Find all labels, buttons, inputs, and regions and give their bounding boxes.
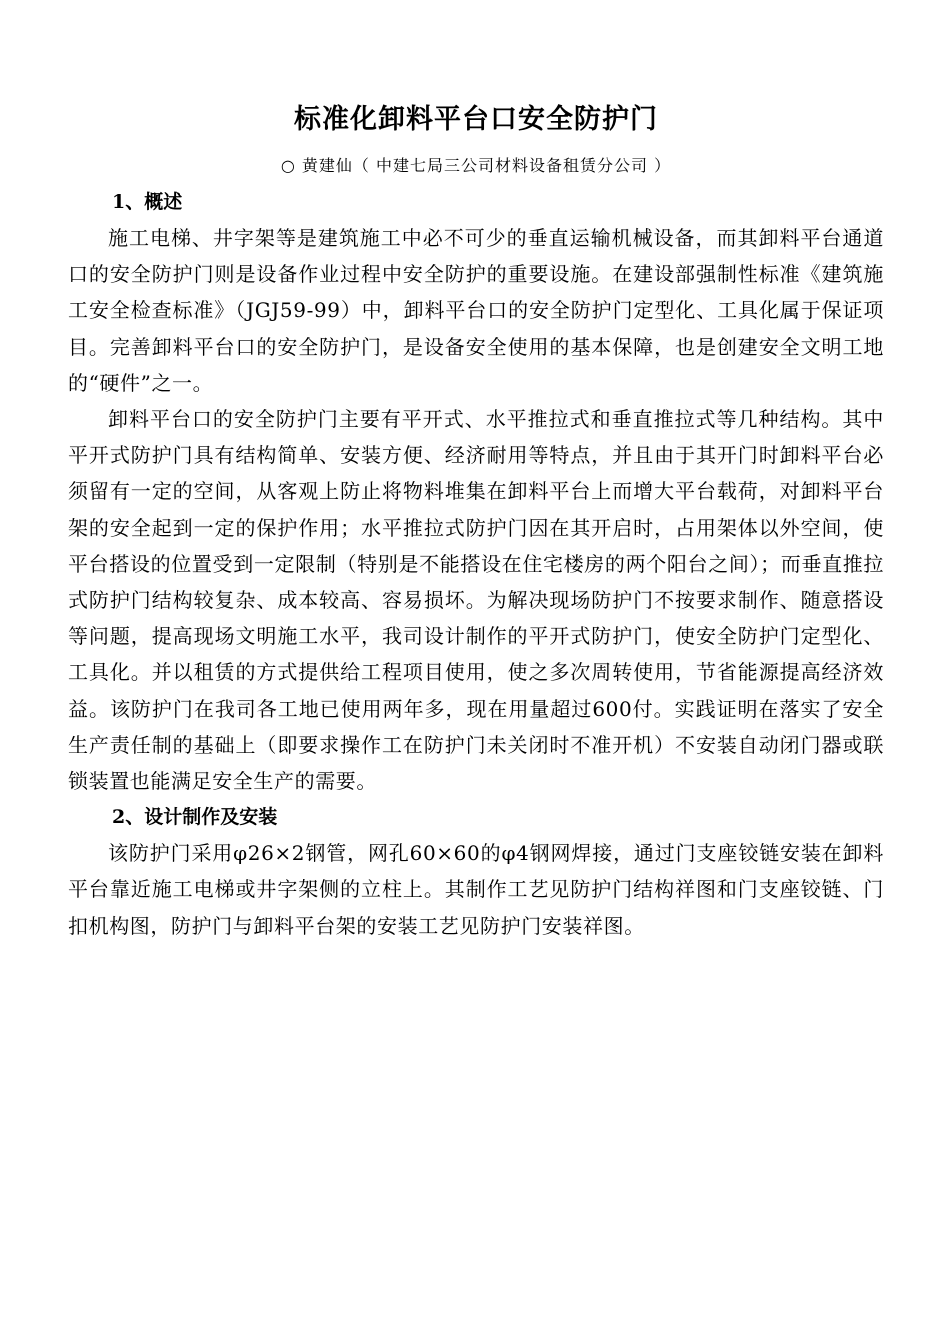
- document-title: 标准化卸料平台口安全防护门: [294, 104, 658, 135]
- paragraph: 施工电梯、井字架等是建筑施工中必不可少的垂直运输机械设备，而其卸料平台通道口的安全防护门则是设备作业过程中安全防护的重要设施。在建设部强制性标准《建筑施工安全检查标准》（JGJ59-99）中，卸料平台口的安全防护门定型化、工具化属于保证项目。完善卸料平台口的安全防护门，是设备安全使用的基本保障，也是创建安全文明工地的“硬件”之一。: [68, 226, 884, 395]
- author-byline: ○ 黄建仙（ 中建七局三公司材料设备租赁分公司 ）: [280, 156, 672, 175]
- section-design-installation: [68, 799, 884, 944]
- section-overview: [68, 184, 884, 799]
- section-heading: 2、设计制作及安装: [112, 806, 278, 829]
- document-page: [68, 100, 884, 944]
- paragraph: 该防护门采用φ26×2钢管，网孔60×60的φ4钢网焊接，通过门支座铰链安装在卸料平台靠近施工电梯或井字架侧的立柱上。其制作工艺见防护门结构祥图和门支座铰链、门扣机构图，防护门与卸料平台架的安装工艺见防护门安装祥图。: [68, 841, 884, 938]
- section-heading: 1、概述: [112, 191, 183, 213]
- paragraph: 卸料平台口的安全防护门主要有平开式、水平推拉式和垂直推拉式等几种结构。其中平开式防护门具有结构简单、安装方便、经济耐用等特点，并且由于其开门时卸料平台必须留有一定的空间，从客观上防止将物料堆集在卸料平台上而增大平台载荷，对卸料平台架的安全起到一定的保护作用；水平推拉式防护门因在其开启时，占用架体以外空间，使平台搭设的位置受到一定限制（特别是不能搭设在住宅楼房的两个阳台之间）；而垂直推拉式防护门结构较复杂、成本较高、容易损坏。为解决现场防护门不按要求制作、随意搭设等问题，提高现场文明施工水平，我司设计制作的平开式防护门，使安全防护门定型化、工具化。并以租赁的方式提供给工程项目使用，使之多次周转使用，节省能源提高经济效益。该防护门在我司各工地已使用两年多，现在用量超过600付。实践证明在落实了安全生产责任制的基础上（即要求操作工在防护门未关闭时不准开机）不安装自动闭门器或联锁装置也能满足安全生产的需要。: [68, 407, 884, 794]
